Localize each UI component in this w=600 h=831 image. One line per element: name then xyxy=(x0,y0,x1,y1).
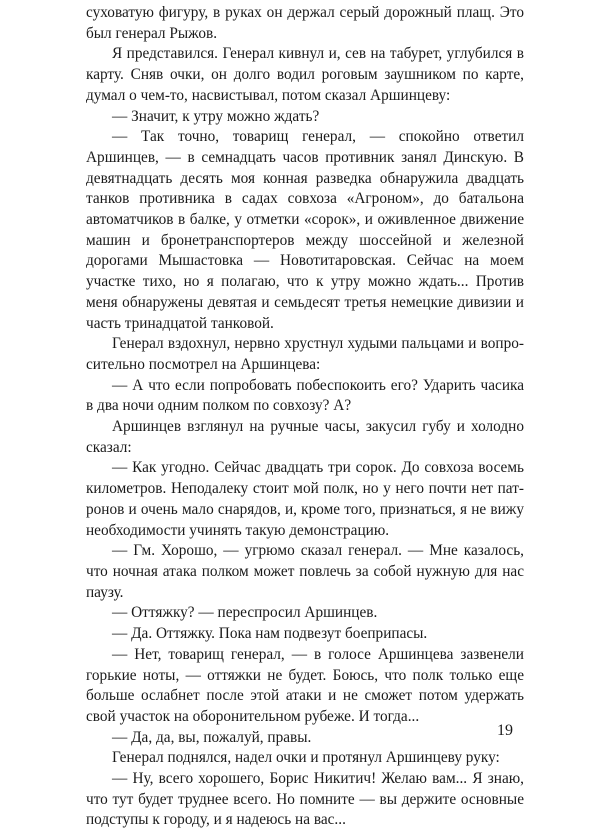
paragraph-11: — Да. Оттяжку. Пока нам подвезут боеприпасы. xyxy=(112,625,428,643)
paragraph-7: Аршинцев взглянул на ручные часы, закусил губу и холодно сказал: xyxy=(86,418,524,456)
page-body xyxy=(86,3,524,831)
paragraph-12: — Нет, товарищ генерал, — в голосе Аршинцева зазвенели горькие ноты, — оттяжки не будет. Боюсь, что полк только еще больше ослабнет после этой атаки и не сможет потом удержать свой участок на оборонительном рубеже. И тогда... xyxy=(86,645,524,725)
paragraph-14: Генерал поднялся, надел очки и протянул Аршинцеву руку: xyxy=(112,749,500,767)
paragraph-1: суховатую фигуру, в руках он держал серый дорожный плащ. Это был генерал Рыжов. xyxy=(86,4,524,42)
page-number: 19 xyxy=(497,722,513,739)
paragraph-13: — Да, да, вы, пожалуй, правы. xyxy=(112,728,312,746)
paragraph-15: — Ну, всего хорошего, Борис Никитич! Желаю вам... Я знаю, что тут будет труднее всего. Но помните — вы держите основные подступы к городу, и я надеюсь на вас... xyxy=(86,770,524,829)
paragraph-3: — Значит, к утру можно ждать? xyxy=(112,107,320,125)
paragraph-8: — Как угодно. Сейчас двадцать три сорок. До совхоза восемь километров. Неподалеку стоит мой полк, но у него почти нет патронов и очень мало снарядов, и, кроме того, признаться, я не вижу необходимости учинять такую демонстрацию. xyxy=(86,459,524,539)
paragraph-10: — Оттяжку? — переспросил Аршинцев. xyxy=(112,604,378,622)
paragraph-2: Я представился. Генерал кивнул и, сев на табурет, углубился в карту. Сняв очки, он долго водил роговым заушником по карте, думал о чем-то, насвистывал, потом сказал Аршинцеву: xyxy=(86,45,524,104)
paragraph-9: — Гм. Хорошо, — угрюмо сказал генерал. — Мне казалось, что ночная атака полком может повлечь за собой нужную для нас паузу. xyxy=(86,542,524,601)
paragraph-5: Генерал вздохнул, нервно хрустнул худыми пальцами и вопросительно посмотрел на Аршинцева: xyxy=(86,335,524,373)
paragraph-4: — Так точно, товарищ генерал, — спокойно ответил Аршинцев, — в семнадцать часов противник занял Динскую. В девятнадцать десять моя конная разведка обнаружила двадцать танков противника в садах совхоза «Агроном», до батальона автоматчиков в балке, у отметки «сорок», и оживленное движение машин и бронетранспортеров между шоссейной и железной дорогами Мышастовка — Новотитаровская. Сейчас на моем участке тихо, но я полагаю, что к утру можно ждать... Против меня обнаружены девятая и семьдесят третья немецкие дивизии и часть тринадцатой танковой. xyxy=(86,128,524,332)
paragraph-6: — А что если попробовать побеспокоить его? Ударить часика в два ночи одним полком по совхозу? А? xyxy=(86,376,524,415)
